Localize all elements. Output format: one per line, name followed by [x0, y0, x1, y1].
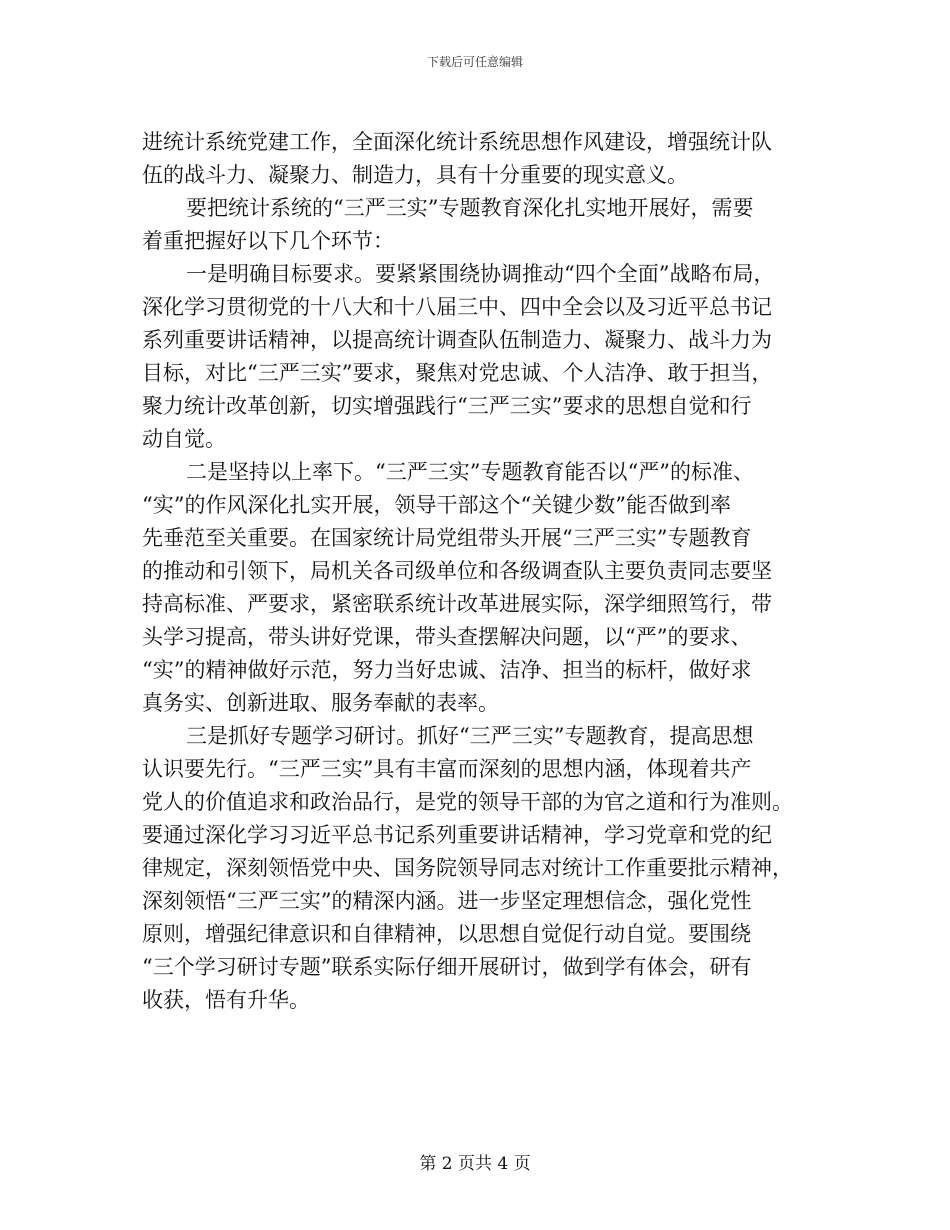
text-line: 真务实、创新进取、服务奉献的表率。 — [142, 691, 499, 715]
text-line: 党人的价值追求和政治品行，是党的领导干部的为官之道和行为准则。 — [142, 790, 793, 814]
page-number: 第 2 页共 4 页 — [419, 1154, 531, 1174]
text-line: 一是明确目标要求。要紧紧围绕协调推动“四个全面”战略布局， — [186, 262, 775, 286]
paragraph-intro — [142, 192, 810, 258]
paragraph-continuation — [142, 126, 810, 192]
text-line: 三是抓好专题学习研讨。抓好“三严三实”专题教育，提高思想 — [186, 724, 754, 748]
paragraph-point-three — [142, 720, 810, 1017]
paragraph-point-one — [142, 258, 810, 456]
text-line: 持高标准、严要求，紧密联系统计改革进展实际，深学细照笃行，带 — [142, 592, 772, 616]
document-body — [142, 126, 810, 1017]
text-line: 伍的战斗力、凝聚力、制造力，具有十分重要的现实意义。 — [142, 163, 688, 187]
text-line: 的推动和引领下，局机关各司级单位和各级调查队主要负责同志要坚 — [142, 559, 772, 583]
text-line: 着重把握好以下几个环节： — [142, 229, 394, 253]
text-line: 深刻领悟“三严三实”的精深内涵。进一步坚定理想信念，强化党性 — [142, 889, 752, 913]
text-line: 收获，悟有升华。 — [142, 988, 310, 1012]
text-line: “实”的作风深化扎实开展，领导干部这个“关键少数”能否做到率 — [142, 493, 731, 517]
text-line: “三个学习研讨专题”联系实际仔细开展研讨，做到学有体会，研有 — [142, 955, 752, 979]
text-line: 头学习提高，带头讲好党课，带头查摆解决问题，以“严”的要求、 — [142, 625, 752, 649]
text-line: 深化学习贯彻党的十八大和十八届三中、四中全会以及习近平总书记 — [142, 295, 772, 319]
text-line: “实”的精神做好示范，努力当好忠诚、洁净、担当的标杆，做好求 — [142, 658, 752, 682]
text-line: 进统计系统党建工作，全面深化统计系统思想作风建设，增强统计队 — [142, 130, 772, 154]
text-line: 二是坚持以上率下。“三严三实”专题教育能否以“严”的标准、 — [186, 460, 754, 484]
text-line: 认识要先行。“三严三实”具有丰富而深刻的思想内涵，体现着共产 — [142, 757, 752, 781]
paragraph-point-two — [142, 456, 810, 720]
text-line: 先垂范至关重要。在国家统计局党组带头开展“三严三实”专题教育 — [142, 526, 752, 550]
text-line: 律规定，深刻领悟党中央、国务院领导同志对统计工作重要批示精神， — [142, 856, 793, 880]
page-header: 下载后可任意编辑 — [426, 55, 523, 69]
text-line: 聚力统计改革创新，切实增强践行“三严三实”要求的思想自觉和行 — [142, 394, 752, 418]
text-line: 目标，对比“三严三实”要求，聚焦对党忠诚、个人洁净、敢于担当， — [142, 361, 773, 385]
text-line: 系列重要讲话精神，以提高统计调查队伍制造力、凝聚力、战斗力为 — [142, 328, 772, 352]
text-line: 要通过深化学习习近平总书记系列重要讲话精神，学习党章和党的纪 — [142, 823, 772, 847]
text-line: 动自觉。 — [142, 427, 226, 451]
text-line: 要把统计系统的“三严三实”专题教育深化扎实地开展好，需要 — [186, 196, 754, 220]
text-line: 原则，增强纪律意识和自律精神，以思想自觉促行动自觉。要围绕 — [142, 922, 751, 946]
